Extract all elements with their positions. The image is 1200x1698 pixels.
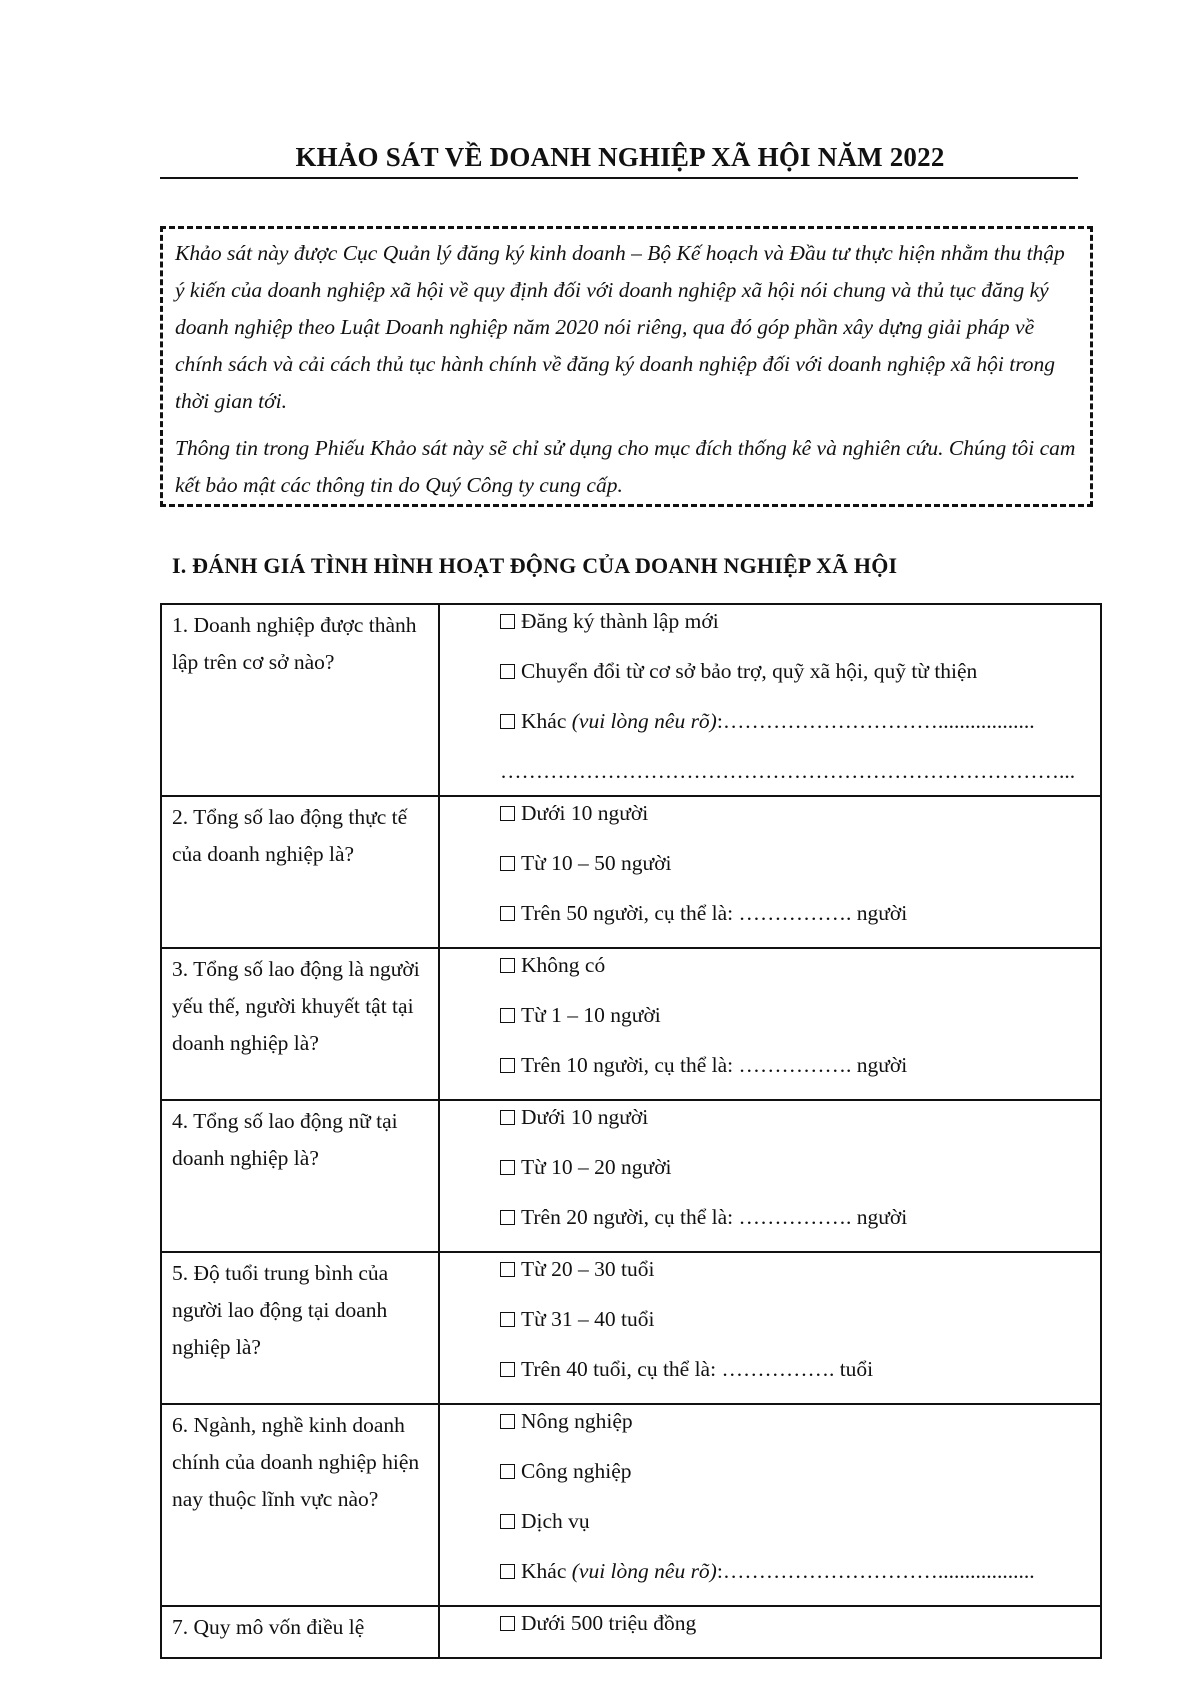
option-label: Không có (521, 953, 606, 977)
option-label: Chuyển đổi từ cơ sở bảo trợ, quỹ xã hội, quỹ từ thiện (521, 659, 978, 683)
option-item[interactable] (500, 1151, 1100, 1201)
question-text: 7. Quy mô vốn điều lệ (161, 1606, 439, 1658)
options-cell (439, 796, 1101, 948)
question-text: 4. Tổng số lao động nữ tại doanh nghiệp là? (161, 1100, 439, 1252)
title-underline (160, 177, 1078, 179)
intro-paragraph-1: Khảo sát này được Cục Quản lý đăng ký kinh doanh – Bộ Kế hoạch và Đầu tư thực hiện nhằm thu thập ý kiến của doanh nghiệp xã hội về quy định đối với doanh nghiệp xã hội nói chung và thủ tục đăng ký doanh nghiệp theo Luật Doanh nghiệp năm 2020 nói riêng, qua đó góp phần xây dựng giải pháp về chính sách và cải cách thủ tục hành chính về đăng ký doanh nghiệp đối với doanh nghiệp xã hội trong thời gian tới. (175, 241, 1065, 413)
option-label: Trên 50 người, cụ thể là: ……………. người (521, 901, 908, 925)
survey-table (160, 603, 1102, 1659)
checkbox-icon[interactable] (500, 1058, 515, 1073)
table-row (161, 1100, 1101, 1252)
checkbox-icon[interactable] (500, 664, 515, 679)
option-label: Khác (521, 709, 572, 733)
table-row (161, 948, 1101, 1100)
fill-in-blank[interactable]: :………………………….................. (716, 709, 1035, 733)
option-label: Nông nghiệp (521, 1409, 633, 1433)
options-cell (439, 1606, 1101, 1658)
checkbox-icon[interactable] (500, 1464, 515, 1479)
option-item[interactable] (500, 1353, 1100, 1403)
option-item[interactable] (500, 847, 1100, 897)
table-row (161, 1606, 1101, 1658)
fill-in-blank[interactable]: :………………………….................. (716, 1559, 1035, 1583)
checkbox-icon[interactable] (500, 1160, 515, 1175)
option-label: Từ 31 – 40 tuổi (521, 1307, 655, 1331)
checkbox-icon[interactable] (500, 1008, 515, 1023)
options-cell (439, 1252, 1101, 1404)
checkbox-icon[interactable] (500, 714, 515, 729)
option-note: (vui lòng nêu rõ) (571, 1559, 717, 1583)
option-label: Trên 20 người, cụ thể là: ……………. người (521, 1205, 908, 1229)
checkbox-icon[interactable] (500, 806, 515, 821)
options-cell (439, 948, 1101, 1100)
option-item[interactable] (500, 1201, 1100, 1251)
checkbox-icon[interactable] (500, 1616, 515, 1631)
table-row (161, 604, 1101, 796)
checkbox-icon[interactable] (500, 1110, 515, 1125)
option-item[interactable] (500, 797, 1100, 847)
option-item[interactable] (500, 605, 1100, 655)
option-label: Đăng ký thành lập mới (521, 609, 719, 633)
option-item[interactable] (500, 655, 1100, 705)
fill-in-line[interactable]: ……………………………………………………………………... (500, 759, 1076, 783)
option-label: Từ 20 – 30 tuổi (521, 1257, 655, 1281)
table-row (161, 1404, 1101, 1606)
intro-box (160, 226, 1093, 507)
checkbox-icon[interactable] (500, 1262, 515, 1277)
option-item[interactable] (500, 1555, 1100, 1605)
checkbox-icon[interactable] (500, 614, 515, 629)
checkbox-icon[interactable] (500, 1362, 515, 1377)
checkbox-icon[interactable] (500, 1564, 515, 1579)
question-text: 1. Doanh nghiệp được thành lập trên cơ sở nào? (161, 604, 439, 796)
option-item[interactable] (500, 1253, 1100, 1303)
option-label: Dưới 500 triệu đồng (521, 1611, 697, 1635)
option-item[interactable] (500, 1505, 1100, 1555)
option-note: (vui lòng nêu rõ) (571, 709, 717, 733)
option-label: Dưới 10 người (521, 801, 649, 825)
page-title: KHẢO SÁT VỀ DOANH NGHIỆP XÃ HỘI NĂM 2022 (295, 142, 945, 172)
option-label: Từ 1 – 10 người (521, 1003, 661, 1027)
option-label: Dịch vụ (521, 1509, 590, 1533)
table-row (161, 796, 1101, 948)
option-item[interactable] (500, 1049, 1100, 1099)
options-cell (439, 1404, 1101, 1606)
option-item[interactable] (500, 999, 1100, 1049)
checkbox-icon[interactable] (500, 1210, 515, 1225)
options-cell (439, 1100, 1101, 1252)
option-item[interactable] (500, 1405, 1100, 1455)
option-item[interactable] (500, 1303, 1100, 1353)
option-label: Công nghiệp (521, 1459, 632, 1483)
option-item[interactable] (500, 1455, 1100, 1505)
option-label: Trên 40 tuổi, cụ thể là: ……………. tuổi (521, 1357, 874, 1381)
option-label: Từ 10 – 20 người (521, 1155, 672, 1179)
option-label: Dưới 10 người (521, 1105, 649, 1129)
option-item[interactable] (500, 1101, 1100, 1151)
option-item[interactable] (500, 897, 1100, 947)
option-label: Trên 10 người, cụ thể là: ……………. người (521, 1053, 908, 1077)
section-heading: I. ĐÁNH GIÁ TÌNH HÌNH HOẠT ĐỘNG CỦA DOANH NGHIỆP XÃ HỘI (172, 553, 898, 578)
checkbox-icon[interactable] (500, 856, 515, 871)
option-item[interactable] (500, 949, 1100, 999)
option-item[interactable] (500, 1607, 1100, 1657)
intro-paragraph-2: Thông tin trong Phiếu Khảo sát này sẽ chỉ sử dụng cho mục đích thống kê và nghiên cứu. Chúng tôi cam kết bảo mật các thông tin do Quý Công ty cung cấp. (175, 436, 1076, 497)
checkbox-icon[interactable] (500, 1514, 515, 1529)
table-row (161, 1252, 1101, 1404)
question-text: 3. Tổng số lao động là người yếu thế, người khuyết tật tại doanh nghiệp là? (161, 948, 439, 1100)
option-label: Khác (521, 1559, 572, 1583)
question-text: 2. Tổng số lao động thực tế của doanh nghiệp là? (161, 796, 439, 948)
options-cell (439, 604, 1101, 796)
question-text: 5. Độ tuổi trung bình của người lao động tại doanh nghiệp là? (161, 1252, 439, 1404)
question-text: 6. Ngành, nghề kinh doanh chính của doanh nghiệp hiện nay thuộc lĩnh vực nào? (161, 1404, 439, 1606)
checkbox-icon[interactable] (500, 958, 515, 973)
checkbox-icon[interactable] (500, 1312, 515, 1327)
option-label: Từ 10 – 50 người (521, 851, 672, 875)
checkbox-icon[interactable] (500, 906, 515, 921)
option-item[interactable] (500, 705, 1100, 755)
checkbox-icon[interactable] (500, 1414, 515, 1429)
